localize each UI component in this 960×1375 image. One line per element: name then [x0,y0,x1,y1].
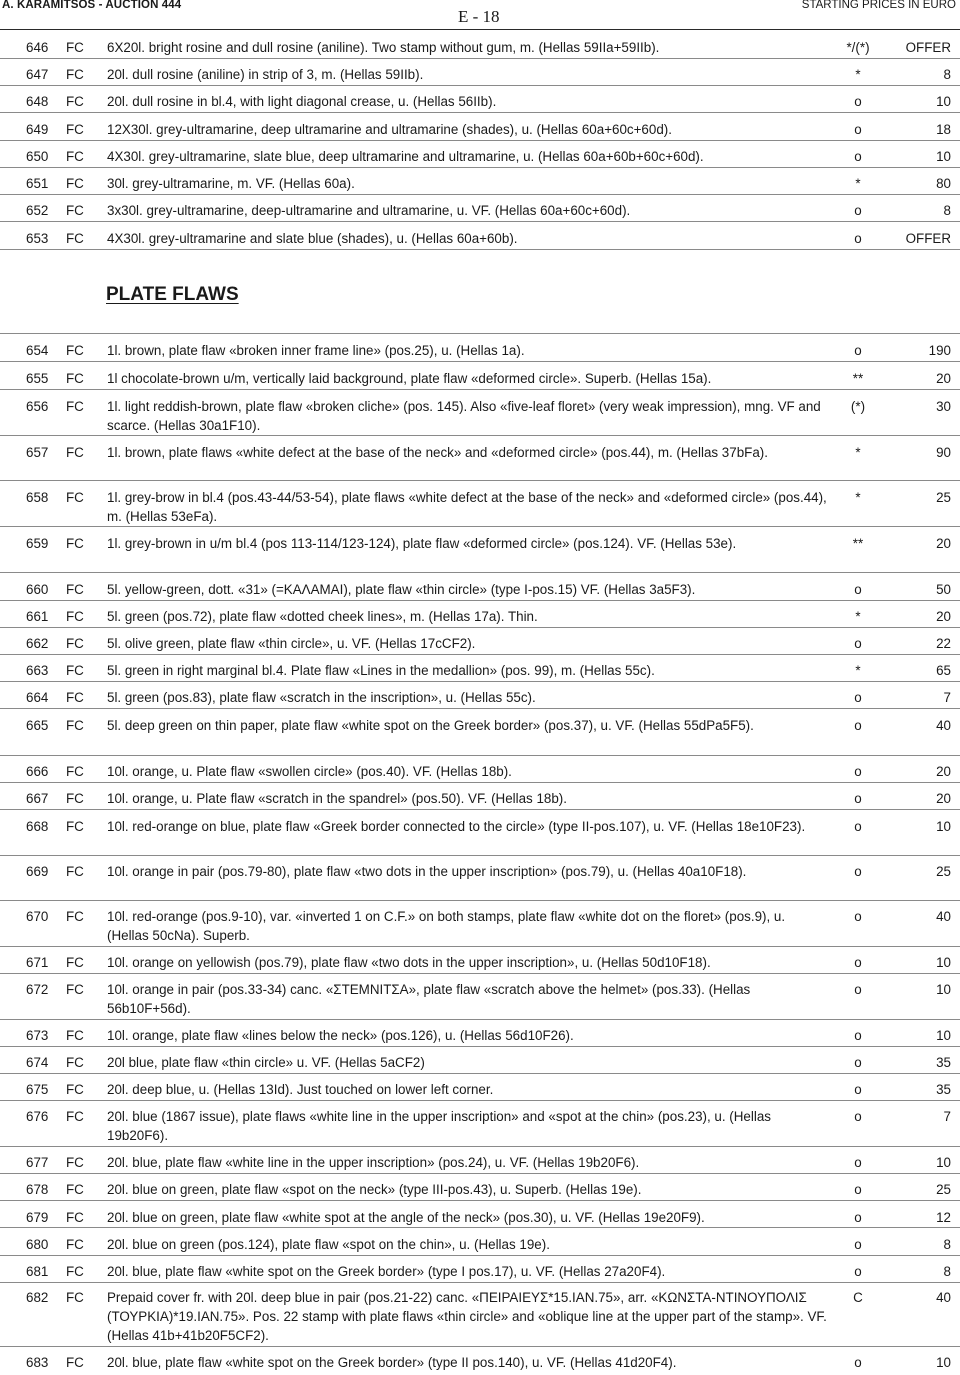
row-divider [0,221,960,222]
catalogue-code: FC [66,1210,84,1225]
row-divider [0,1282,960,1283]
starting-price: 40 [936,718,951,733]
catalogue-code: FC [66,582,84,597]
lot-description: 1l. brown, plate flaws «white defect at the base of the neck» and «deformed circle» (pos.44), m. (Hellas 37bFa). [107,445,768,460]
condition-symbol: o [854,582,862,597]
row-divider [0,1255,960,1256]
condition-symbol: * [855,490,861,505]
condition-symbol: o [854,764,862,779]
lot-description: 10l. orange, u. Plate flaw «swollen circle» (pos.40). VF. (Hellas 18b). [107,764,512,779]
lot-number: 654 [26,343,49,358]
lot-description: 5l. green in right marginal bl.4. Plate flaw «Lines in the medallion» (pos. 99), m. (Hellas 55c). [107,663,655,678]
catalogue-code: FC [66,399,84,414]
condition-symbol: * [855,663,861,678]
row-divider [0,249,960,250]
row-divider [0,1200,960,1201]
starting-price: 8 [943,1264,951,1279]
condition-symbol: o [854,982,862,997]
lot-description: 20l. dull rosine in bl.4, with light diagonal crease, u. (Hellas 56IIb). [107,94,497,109]
row-divider [0,526,960,527]
starting-price: 10 [936,94,951,109]
row-divider [0,361,960,362]
section-title: PLATE FLAWS [106,284,239,305]
catalogue-code: FC [66,1290,84,1305]
condition-symbol: (*) [850,399,866,414]
lot-description: 20l blue, plate flaw «thin circle» u. VF. (Hellas 5aCF2) [107,1055,425,1070]
starting-price: 65 [936,663,951,678]
condition-symbol: * [855,445,861,460]
condition-symbol: o [854,1210,862,1225]
lot-description: 20l. blue, plate flaw «white spot on the Greek border» (type I pos.17), u. VF. (Hellas 27a20F4). [107,1264,666,1279]
starting-price: 25 [936,1182,951,1197]
lot-description: 5l. deep green on thin paper, plate flaw «white spot on the Greek border» (pos.37), u. VF. (Hellas 55dPa5F5). [107,718,754,733]
condition-symbol: * [855,67,861,82]
condition-symbol: o [854,1237,862,1252]
lot-number: 648 [26,94,49,109]
condition-symbol: o [854,718,862,733]
lot-description: 5l. yellow-green, dott. «31» (=ΚΑΛΑΜΑΙ), plate flaw «thin circle» (type I-pos.15) VF. (Hellas 3a5F3). [107,582,696,597]
starting-price: 35 [936,1055,951,1070]
lot-description: 12X30l. grey-ultramarine, deep ultramarine and ultramarine (shades), u. (Hellas 60a+60c+60d). [107,122,672,137]
condition-symbol: o [854,122,862,137]
starting-price: 35 [936,1082,951,1097]
starting-price: 80 [936,176,951,191]
catalogue-code: FC [66,67,84,82]
catalogue-code: FC [66,636,84,651]
lot-number: 659 [26,536,49,551]
lot-number: 651 [26,176,49,191]
catalogue-code: FC [66,343,84,358]
lot-number: 646 [26,40,49,55]
row-divider [0,167,960,168]
lot-description: 10l. red-orange on blue, plate flaw «Greek border connected to the circle» (type II-pos.107), u. VF. (Hellas 18e10F23). [107,819,806,834]
lot-number: 682 [26,1290,49,1305]
catalogue-code: FC [66,149,84,164]
lot-number: 662 [26,636,49,651]
row-divider [0,1019,960,1020]
condition-symbol: o [854,231,862,246]
page-number: E - 18 [458,7,500,26]
catalogue-code: FC [66,490,84,505]
lot-description: 5l. green (pos.83), plate flaw «scratch in the inscription», u. (Hellas 55c). [107,690,536,705]
row-divider [0,572,960,573]
starting-price: 12 [936,1210,951,1225]
condition-symbol: o [854,690,862,705]
condition-symbol: * [855,609,861,624]
condition-symbol: o [854,864,862,879]
lot-description: 20l. blue (1867 issue), plate flaws «white line in the upper inscription» and «spot at the chin» (pos.23), u. (Hellas 19b20F6). [107,1109,771,1143]
row-divider [0,600,960,601]
lot-description: 20l. blue on green (pos.124), plate flaw «spot on the chin», u. (Hellas 19e). [107,1237,550,1252]
starting-price: 20 [936,764,951,779]
condition-symbol: */(*) [846,40,870,55]
condition-symbol: o [854,1182,862,1197]
lot-description: 20l. blue, plate flaw «white spot on the Greek border» (type II pos.140), u. VF. (Hellas 41d20F4). [107,1355,677,1370]
catalogue-code: FC [66,94,84,109]
catalogue-code: FC [66,864,84,879]
catalogue-code: FC [66,955,84,970]
row-divider [0,1346,960,1347]
starting-price: 25 [936,864,951,879]
lot-number: 655 [26,371,49,386]
row-divider [0,85,960,86]
lot-description: 10l. orange in pair (pos.33-34) canc. «ΣΤΕΜΝΙΤΣΑ», plate flaw «scratch above the helmet» (pos.33). (Hellas 56b10F+56d). [107,982,751,1016]
row-divider [0,389,960,390]
auction-title: A. KARAMITSOS - AUCTION 444 [2,0,182,11]
starting-price: 20 [936,536,951,551]
lot-description: 4X30l. grey-ultramarine, slate blue, deep ultramarine and ultramarine, u. (Hellas 60a+60b+60c+60d). [107,149,704,164]
lot-number: 676 [26,1109,49,1124]
condition-symbol: o [854,1155,862,1170]
catalogue-code: FC [66,203,84,218]
condition-symbol: o [854,909,862,924]
condition-symbol: o [854,94,862,109]
lot-description: 10l. orange, u. Plate flaw «scratch in the spandrel» (pos.50). VF. (Hellas 18b). [107,791,567,806]
lot-description: 30l. grey-ultramarine, m. VF. (Hellas 60a). [107,176,355,191]
starting-price: 8 [943,1237,951,1252]
lot-number: 677 [26,1155,49,1170]
starting-price: 8 [943,67,951,82]
lot-description: 5l. olive green, plate flaw «thin circle», u. VF. (Hellas 17cCF2). [107,636,476,651]
starting-price: 90 [936,445,951,460]
catalogue-code: FC [66,1182,84,1197]
lot-number: 667 [26,791,49,806]
starting-price: 22 [936,636,951,651]
row-divider [0,1073,960,1074]
catalogue-code: FC [66,1264,84,1279]
catalogue-code: FC [66,1028,84,1043]
row-divider [0,654,960,655]
row-divider [0,782,960,783]
condition-symbol: o [854,149,862,164]
catalogue-code: FC [66,371,84,386]
starting-price: 20 [936,609,951,624]
lot-description: 20l. blue on green, plate flaw «spot on the neck» (type III-pos.43), u. Superb. (Hellas 19e). [107,1182,642,1197]
lot-description: 1l chocolate-brown u/m, vertically laid background, plate flaw «deformed circle». Superb. (Hellas 15a). [107,371,712,386]
row-divider [0,627,960,628]
lot-description: 10l. orange in pair (pos.79-80), plate flaw «two dots in the upper inscription» (pos.79), u. (Hellas 40a10F18). [107,864,747,879]
lot-number: 670 [26,909,49,924]
row-divider [0,1100,960,1101]
starting-price: 10 [936,955,951,970]
starting-price: 7 [943,1109,951,1124]
catalogue-code: FC [66,819,84,834]
catalogue-code: FC [66,718,84,733]
catalogue-code: FC [66,1055,84,1070]
starting-price: 10 [936,1155,951,1170]
catalogue-code: FC [66,764,84,779]
row-divider [0,140,960,141]
row-divider [0,755,960,756]
lot-description: 20l. blue on green, plate flaw «white spot at the angle of the neck» (pos.30), u. VF. (Hellas 19e20F9). [107,1210,705,1225]
lot-number: 675 [26,1082,49,1097]
lot-number: 650 [26,149,49,164]
condition-symbol: o [854,636,862,651]
catalogue-code: FC [66,1155,84,1170]
catalogue-code: FC [66,536,84,551]
catalogue-code: FC [66,1109,84,1124]
row-divider [0,900,960,901]
condition-symbol: o [854,1355,862,1370]
catalogue-code: FC [66,791,84,806]
starting-price: 10 [936,1028,951,1043]
starting-price: 8 [943,203,951,218]
starting-price: 10 [936,1355,951,1370]
starting-price: 25 [936,490,951,505]
condition-symbol: o [854,1028,862,1043]
condition-symbol: ** [852,536,864,551]
condition-symbol: o [854,1264,862,1279]
lot-number: 661 [26,609,49,624]
condition-symbol: o [854,203,862,218]
row-divider [0,1227,960,1228]
catalogue-code: FC [66,609,84,624]
catalogue-code: FC [66,231,84,246]
header-divider [0,29,960,30]
row-divider [0,708,960,709]
row-divider [0,58,960,59]
row-divider [0,480,960,481]
catalogue-code: FC [66,690,84,705]
lot-number: 678 [26,1182,49,1197]
starting-price: 20 [936,371,951,386]
lot-number: 674 [26,1055,49,1070]
row-divider [0,1146,960,1147]
lot-number: 672 [26,982,49,997]
lot-number: 658 [26,490,49,505]
lot-description: 1l. grey-brown in u/m bl.4 (pos 113-114/123-124), plate flaw «deformed circle» (pos.124). VF. (Hellas 53e). [107,536,737,551]
lot-number: 679 [26,1210,49,1225]
row-divider [0,333,960,334]
row-divider [0,946,960,947]
condition-symbol: o [854,955,862,970]
condition-symbol: C [853,1290,863,1305]
condition-symbol: * [855,176,861,191]
lot-number: 666 [26,764,49,779]
row-divider [0,809,960,810]
starting-price: OFFER [905,231,951,246]
row-divider [0,1173,960,1174]
lot-number: 652 [26,203,49,218]
condition-symbol: o [854,1082,862,1097]
lot-number: 664 [26,690,49,705]
starting-price: 40 [936,909,951,924]
lot-number: 665 [26,718,49,733]
starting-price: 40 [936,1290,951,1305]
row-divider [0,1046,960,1047]
lot-number: 657 [26,445,49,460]
row-divider [0,855,960,856]
starting-price: 7 [943,690,951,705]
lot-number: 660 [26,582,49,597]
row-divider [0,973,960,974]
lot-number: 647 [26,67,49,82]
row-divider [0,681,960,682]
lot-number: 668 [26,819,49,834]
lot-description: 3x30l. grey-ultramarine, deep-ultramarine and ultramarine, u. VF. (Hellas 60a+60c+60d). [107,203,631,218]
starting-price: 50 [936,582,951,597]
catalogue-code: FC [66,909,84,924]
starting-price: 10 [936,819,951,834]
catalogue-code: FC [66,663,84,678]
starting-price: 190 [928,343,951,358]
condition-symbol: o [854,1055,862,1070]
condition-symbol: o [854,1109,862,1124]
lot-number: 681 [26,1264,49,1279]
catalogue-code: FC [66,982,84,997]
lot-description: 20l. dull rosine (aniline) in strip of 3, m. (Hellas 59IIb). [107,67,424,82]
lot-description: 10l. orange on yellowish (pos.79), plate flaw «two dots in the upper inscription», u. (Hellas 50d10F18). [107,955,711,970]
lot-number: 653 [26,231,49,246]
lot-number: 680 [26,1237,49,1252]
lot-description: 1l. grey-brow in bl.4 (pos.43-44/53-54), plate flaws «white defect at the base of the neck» and «deformed circle» (pos.44), m. (Hellas 53eFa). [107,490,827,524]
condition-symbol: o [854,791,862,806]
starting-price: 10 [936,149,951,164]
catalogue-code: FC [66,1237,84,1252]
lot-number: 683 [26,1355,49,1370]
starting-price: 18 [936,122,951,137]
catalogue-code: FC [66,122,84,137]
starting-price: 10 [936,982,951,997]
condition-symbol: o [854,343,862,358]
starting-price: 20 [936,791,951,806]
lot-number: 669 [26,864,49,879]
lot-description: 20l. blue, plate flaw «white line in the upper inscription» (pos.24), u. VF. (Hellas 19b20F6). [107,1155,640,1170]
catalogue-code: FC [66,40,84,55]
lot-number: 656 [26,399,49,414]
row-divider [0,112,960,113]
lot-description: 6X20l. bright rosine and dull rosine (aniline). Two stamp without gum, m. (Hellas 59IIa+59IIb). [107,40,660,55]
lot-number: 671 [26,955,49,970]
lot-description: 10l. red-orange (pos.9-10), var. «inverted 1 on C.F.» on both stamps, plate flaw «white dot on the floret» (pos.9), u. (Hellas 50cNa). Superb. [107,909,786,943]
starting-price: OFFER [905,40,951,55]
lot-description: 1l. light reddish-brown, plate flaw «broken cliche» (pos. 145). Also «five-leaf floret» (very weak impression), mng. VF and scarce. (Hellas 30a1F10). [107,399,821,433]
condition-symbol: o [854,819,862,834]
currency-note: STARTING PRICES IN EURO [801,0,956,11]
lot-number: 663 [26,663,49,678]
lot-number: 649 [26,122,49,137]
catalogue-code: FC [66,445,84,460]
starting-price: 30 [936,399,951,414]
lot-description: 10l. orange, plate flaw «lines below the neck» (pos.126), u. (Hellas 56d10F26). [107,1028,574,1043]
row-divider [0,435,960,436]
catalogue-code: FC [66,1082,84,1097]
row-divider [0,194,960,195]
catalogue-code: FC [66,1355,84,1370]
lot-description: 1l. brown, plate flaw «broken inner frame line» (pos.25), u. (Hellas 1a). [107,343,525,358]
lot-description: 4X30l. grey-ultramarine and slate blue (shades), u. (Hellas 60a+60b). [107,231,518,246]
lot-description: 5l. green (pos.72), plate flaw «dotted cheek lines», m. (Hellas 17a). Thin. [107,609,538,624]
condition-symbol: ** [852,371,864,386]
lot-description: 20l. deep blue, u. (Hellas 13Id). Just touched on lower left corner. [107,1082,494,1097]
lot-number: 673 [26,1028,49,1043]
lot-description: Prepaid cover fr. with 20l. deep blue in pair (pos.21-22) canc. «ΠΕΙΡΑΙΕΥΣ*15.ΙΑΝ.75», arr. «ΚΩΝΣΤΑ-ΝΤΙΝΟΥΠΟΛΙΣ (ΤΟΥΡΚΙΑ)*19.ΙΑΝ.75». Pos. 22 stamp with plate flaws «thin circle» and «oblique line at the upper part of the stamp». VF. (Hellas 41b+41b20F5CF2). [107,1290,827,1343]
catalogue-code: FC [66,176,84,191]
